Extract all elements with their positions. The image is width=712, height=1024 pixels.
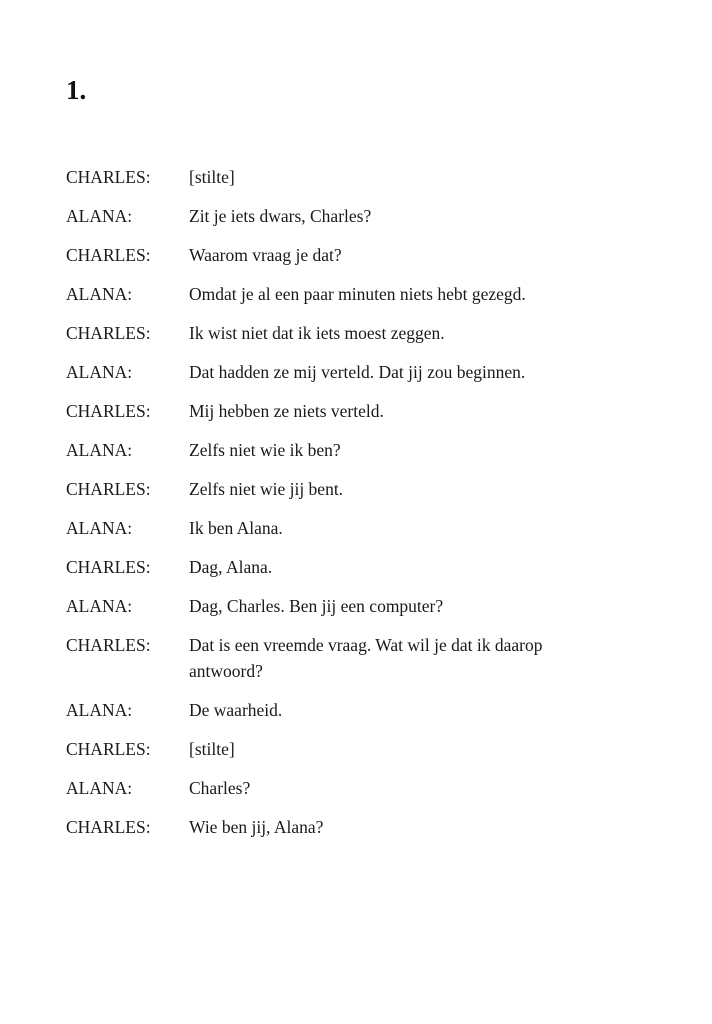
- speaker-name: CHARLES:: [66, 245, 151, 265]
- dialogue-text: Dat hadden ze mij verteld. Dat jij zou beginnen.: [189, 362, 526, 382]
- speaker-name: ALANA:: [66, 206, 133, 226]
- dialogue-line: [66, 698, 666, 724]
- speaker-name: ALANA:: [66, 362, 133, 382]
- dialogue-line: [66, 815, 666, 841]
- dialogue-text: Ik wist niet dat ik iets moest zeggen.: [189, 323, 445, 343]
- speaker-name: ALANA:: [66, 284, 133, 304]
- dialogue-script: [66, 165, 666, 854]
- dialogue-line: [66, 555, 666, 581]
- dialogue-text: Dat is een vreemde vraag. Wat wil je dat ik daarop antwoord?: [189, 635, 543, 681]
- dialogue-text: Dag, Charles. Ben jij een computer?: [189, 596, 444, 616]
- dialogue-text: Charles?: [189, 777, 251, 798]
- dialogue-text: Zelfs niet wie ik ben?: [189, 440, 341, 460]
- dialogue-line: [66, 516, 666, 542]
- dialogue-line: [66, 282, 666, 308]
- speaker-name: ALANA:: [66, 596, 133, 616]
- dialogue-text: De waarheid.: [189, 699, 283, 720]
- speaker-name: ALANA:: [66, 518, 133, 538]
- speaker-name: CHARLES:: [66, 635, 151, 655]
- dialogue-text: Omdat je al een paar minuten niets hebt gezegd.: [189, 284, 526, 304]
- dialogue-text: [stilte]: [189, 738, 235, 759]
- speaker-name: CHARLES:: [66, 323, 151, 343]
- dialogue-text: Dag, Alana.: [189, 557, 273, 577]
- dialogue-text: [stilte]: [189, 167, 235, 187]
- dialogue-line: [66, 204, 666, 230]
- speaker-name: CHARLES:: [66, 557, 151, 577]
- dialogue-text: Mij hebben ze niets verteld.: [189, 401, 384, 421]
- speaker-name: ALANA:: [66, 440, 133, 460]
- speaker-name: ALANA:: [66, 699, 133, 720]
- dialogue-text: Wie ben jij, Alana?: [189, 816, 324, 837]
- dialogue-line: [66, 594, 666, 620]
- chapter-title: 1.: [66, 75, 87, 105]
- dialogue-text: Zit je iets dwars, Charles?: [189, 206, 372, 226]
- dialogue-text: Ik ben Alana.: [189, 518, 283, 538]
- dialogue-line: [66, 477, 666, 503]
- dialogue-line: [66, 399, 666, 425]
- dialogue-text: Waarom vraag je dat?: [189, 245, 342, 265]
- dialogue-line: [66, 360, 666, 386]
- dialogue-line: [66, 633, 666, 684]
- speaker-name: CHARLES:: [66, 816, 151, 837]
- dialogue-line: [66, 165, 666, 191]
- speaker-name: CHARLES:: [66, 738, 151, 759]
- dialogue-line: [66, 243, 666, 269]
- speaker-name: CHARLES:: [66, 479, 151, 499]
- speaker-name: CHARLES:: [66, 401, 151, 421]
- dialogue-line: [66, 776, 666, 802]
- speaker-name: ALANA:: [66, 777, 133, 798]
- dialogue-line: [66, 321, 666, 347]
- dialogue-line: [66, 737, 666, 763]
- dialogue-text: Zelfs niet wie jij bent.: [189, 479, 344, 499]
- speaker-name: CHARLES:: [66, 167, 151, 187]
- dialogue-line: [66, 438, 666, 464]
